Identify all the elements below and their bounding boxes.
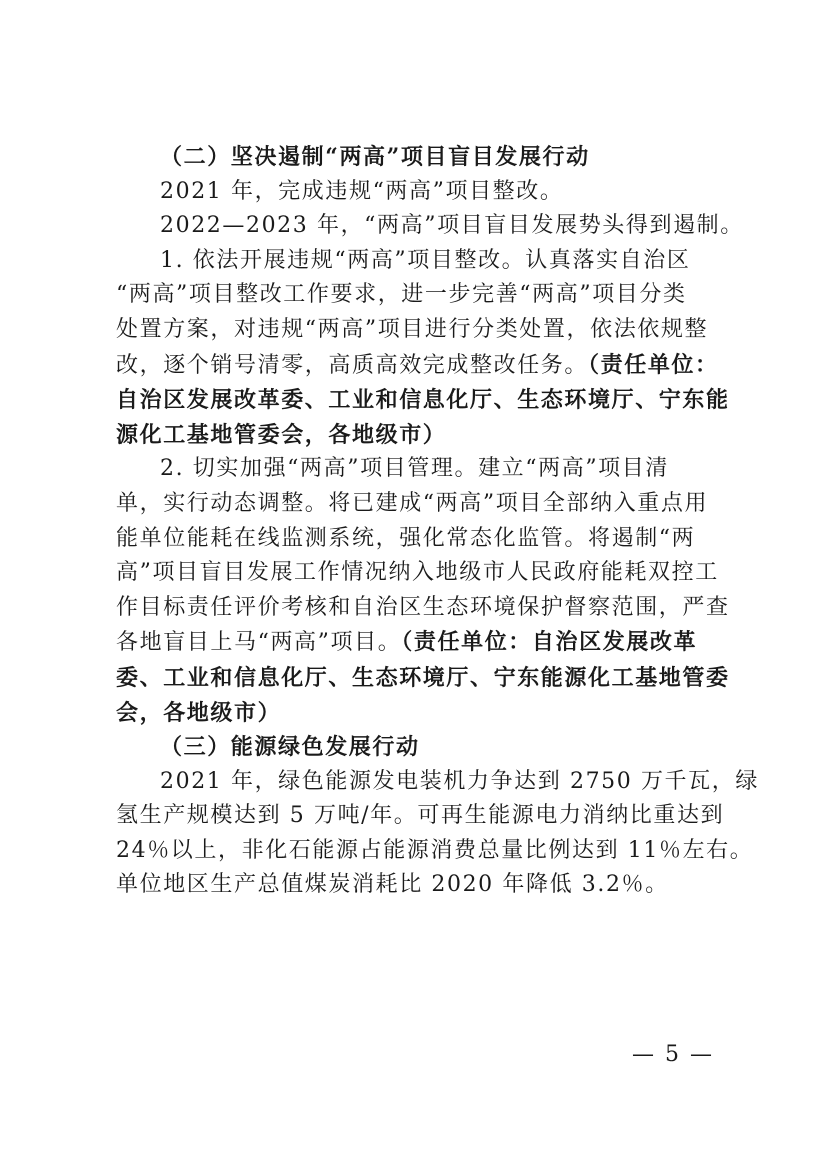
target-2022-2023: 2022—2023 年，“两高”项目盲目发展势头得到遏制。 [160, 213, 744, 239]
item-1-line-1: 1. 依法开展违规“两高”项目整改。认真落实自治区 [160, 247, 691, 273]
item-2-line-4: 高”项目盲目发展工作情况纳入地级市人民政府能耗双控工 [116, 560, 719, 586]
item-2-line-6-text: 各地盲目上马“两高”项目。 [116, 630, 402, 656]
item-2-line-7: 委、工业和信息化厅、生态环境厅、宁东能源化工基地管委 [116, 664, 730, 691]
item-2-paragraph [116, 452, 730, 730]
item-1-line-3: 处置方案，对违规“两高”项目进行分类处置，依法依规整 [116, 316, 709, 342]
page-number: — 5 — [632, 1042, 714, 1067]
item-2-responsibility-label: （责任单位：自治区发展改革 [401, 629, 698, 656]
energy-line-4: 单位地区生产总值煤炭消耗比 2020 年降低 3.2％。 [116, 872, 669, 898]
energy-line-1: 2021 年，绿色能源发电装机力争达到 2750 万千瓦，绿 [160, 768, 759, 794]
item-1-responsibility-label: （责任单位： [588, 351, 719, 378]
item-1-line-6: 源化工基地管委会，各地级市） [116, 421, 447, 448]
section-heading-3: （三）能源绿色发展行动 [160, 734, 420, 761]
item-1-line-2: “两高”项目整改工作要求，进一步完善“两高”项目分类 [116, 282, 687, 308]
document-body [116, 140, 759, 903]
section-heading-2: （二）坚决遏制“两高”项目盲目发展行动 [160, 144, 590, 170]
item-1-line-4 [116, 348, 726, 384]
target-2021: 2021 年，完成违规“两高”项目整改。 [160, 178, 564, 204]
item-2-line-2: 单，实行动态调整。将已建成“两高”项目全部纳入重点用 [116, 490, 709, 516]
item-2-line-5: 作目标责任评价考核和自治区生态环境保护督察范围，严查 [116, 594, 730, 620]
item-1-line-5: 自治区发展改革委、工业和信息化厅、生态环境厅、宁东能 [116, 387, 730, 414]
item-1-line-4-text: 改，逐个销号清零，高质高效完成整改任务。 [116, 352, 589, 378]
item-2-line-6 [116, 625, 726, 661]
item-2-line-1: 2. 切实加强“两高”项目管理。建立“两高”项目清 [160, 456, 669, 482]
item-1-paragraph [116, 244, 730, 453]
item-2-line-8: 会，各地级市） [116, 699, 282, 726]
item-2-line-3: 能单位能耗在线监测系统，强化常态化监管。将遏制“两 [116, 525, 696, 551]
energy-target-paragraph [116, 765, 759, 903]
energy-line-2: 氢生产规模达到 5 万吨/年。可再生能源电力消纳比重达到 [116, 803, 725, 829]
energy-line-3: 24％以上，非化石能源占能源消费总量比例达到 11％左右。 [116, 837, 754, 863]
